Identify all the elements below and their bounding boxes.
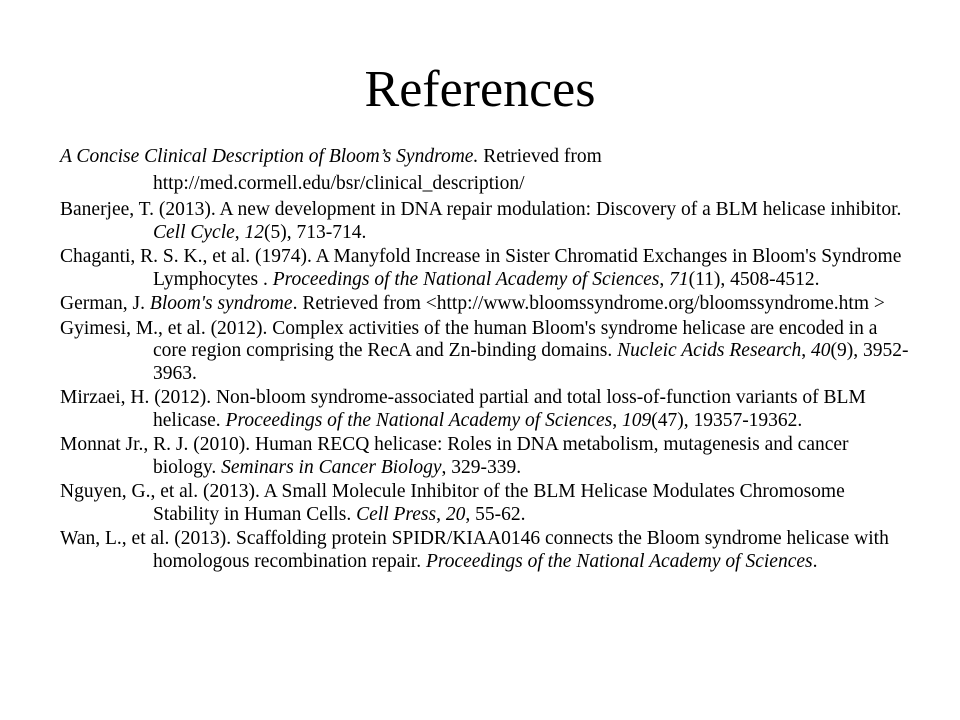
reference-text: , 55-62. <box>465 503 526 525</box>
reference-entry <box>60 146 910 195</box>
reference-text: Chaganti, R. S. K., et al. (1974). A Manyfold Increase in Sister Chromatid Exchanges in Bloom's Syndrome Lymphocytes . <box>60 246 902 290</box>
reference-italic-text: Bloom's syndrome <box>149 293 293 314</box>
reference-italic-text: A Concise Clinical Description of Bloom’s Syndrome. <box>60 146 479 167</box>
reference-italic-text: Proceedings of the National Academy of Sciences <box>425 550 813 572</box>
reference-text: . Retrieved from <http://www.bloomssyndrome.org/bloomssyndrome.htm > <box>292 293 885 314</box>
reference-italic-text: Cell Cycle <box>153 221 235 243</box>
reference-italic-text: 12 <box>244 221 265 243</box>
reference-entry <box>60 481 910 526</box>
reference-text: Retrieved from <box>478 146 602 167</box>
reference-text: . <box>812 550 818 572</box>
reference-entry <box>60 318 910 386</box>
reference-text: (9), 3952-3963. <box>153 340 909 384</box>
reference-italic-text: 20 <box>445 503 466 525</box>
reference-italic-text: Cell Press <box>356 503 437 525</box>
reference-text: , 329-339. <box>441 456 522 478</box>
reference-text: German, J. <box>60 293 150 314</box>
reference-italic-text: 109 <box>621 409 652 431</box>
reference-url: http://med.cormell.edu/bsr/clinical_description/ <box>153 172 525 194</box>
reference-text: , <box>801 340 811 361</box>
reference-text: Banerjee, T. (2013). A new development in DNA repair modulation: Discovery of a BLM helicase inhibitor. <box>60 199 902 220</box>
reference-italic-text: Nucleic Acids Research <box>617 340 802 361</box>
reference-italic-text: Proceedings of the National Academy of Sciences <box>225 409 613 431</box>
reference-entry <box>60 293 910 316</box>
reference-entry <box>60 434 910 479</box>
reference-italic-text: Seminars in Cancer Biology <box>221 456 442 478</box>
reference-text: Wan, L., et al. (2013). Scaffolding protein SPIDR/KIAA0146 connects the Bloom syndrome helicase with homologous recombination repair. <box>60 528 889 572</box>
reference-text: Gyimesi, M., et al. (2012). Complex activities of the human Bloom's syndrome helicase are encoded in a core region comprising the RecA and Zn-binding domains. <box>60 317 878 361</box>
reference-list <box>60 146 910 575</box>
reference-entry <box>60 246 910 291</box>
reference-entry <box>60 387 910 432</box>
reference-text: Nguyen, G., et al. (2013). A Small Molecule Inhibitor of the BLM Helicase Modulates Chromosome Stability in Human Cells. <box>60 481 845 525</box>
reference-entry <box>60 199 910 244</box>
slide-title: References <box>364 61 596 118</box>
reference-text: , <box>234 221 245 243</box>
reference-text: Mirzaei, H. (2012). Non-bloom syndrome-associated partial and total loss-of-function variants of BLM helicase. <box>60 387 866 431</box>
reference-italic-text: 40 <box>810 340 831 361</box>
reference-text: (47), 19357-19362. <box>651 409 803 431</box>
reference-text: , <box>612 409 622 431</box>
reference-text: , <box>436 503 446 525</box>
reference-entry <box>60 528 910 573</box>
reference-italic-text: 71 <box>669 268 689 290</box>
reference-italic-text: Proceedings of the National Academy of Sciences <box>272 268 660 290</box>
reference-text: (5), 713-714. <box>264 221 367 243</box>
reference-text: (11), 4508-4512. <box>688 268 820 290</box>
reference-text: Monnat Jr., R. J. (2010). Human RECQ helicase: Roles in DNA metabolism, mutagenesis and cancer biology. <box>60 434 849 478</box>
reference-text: , <box>659 268 670 290</box>
